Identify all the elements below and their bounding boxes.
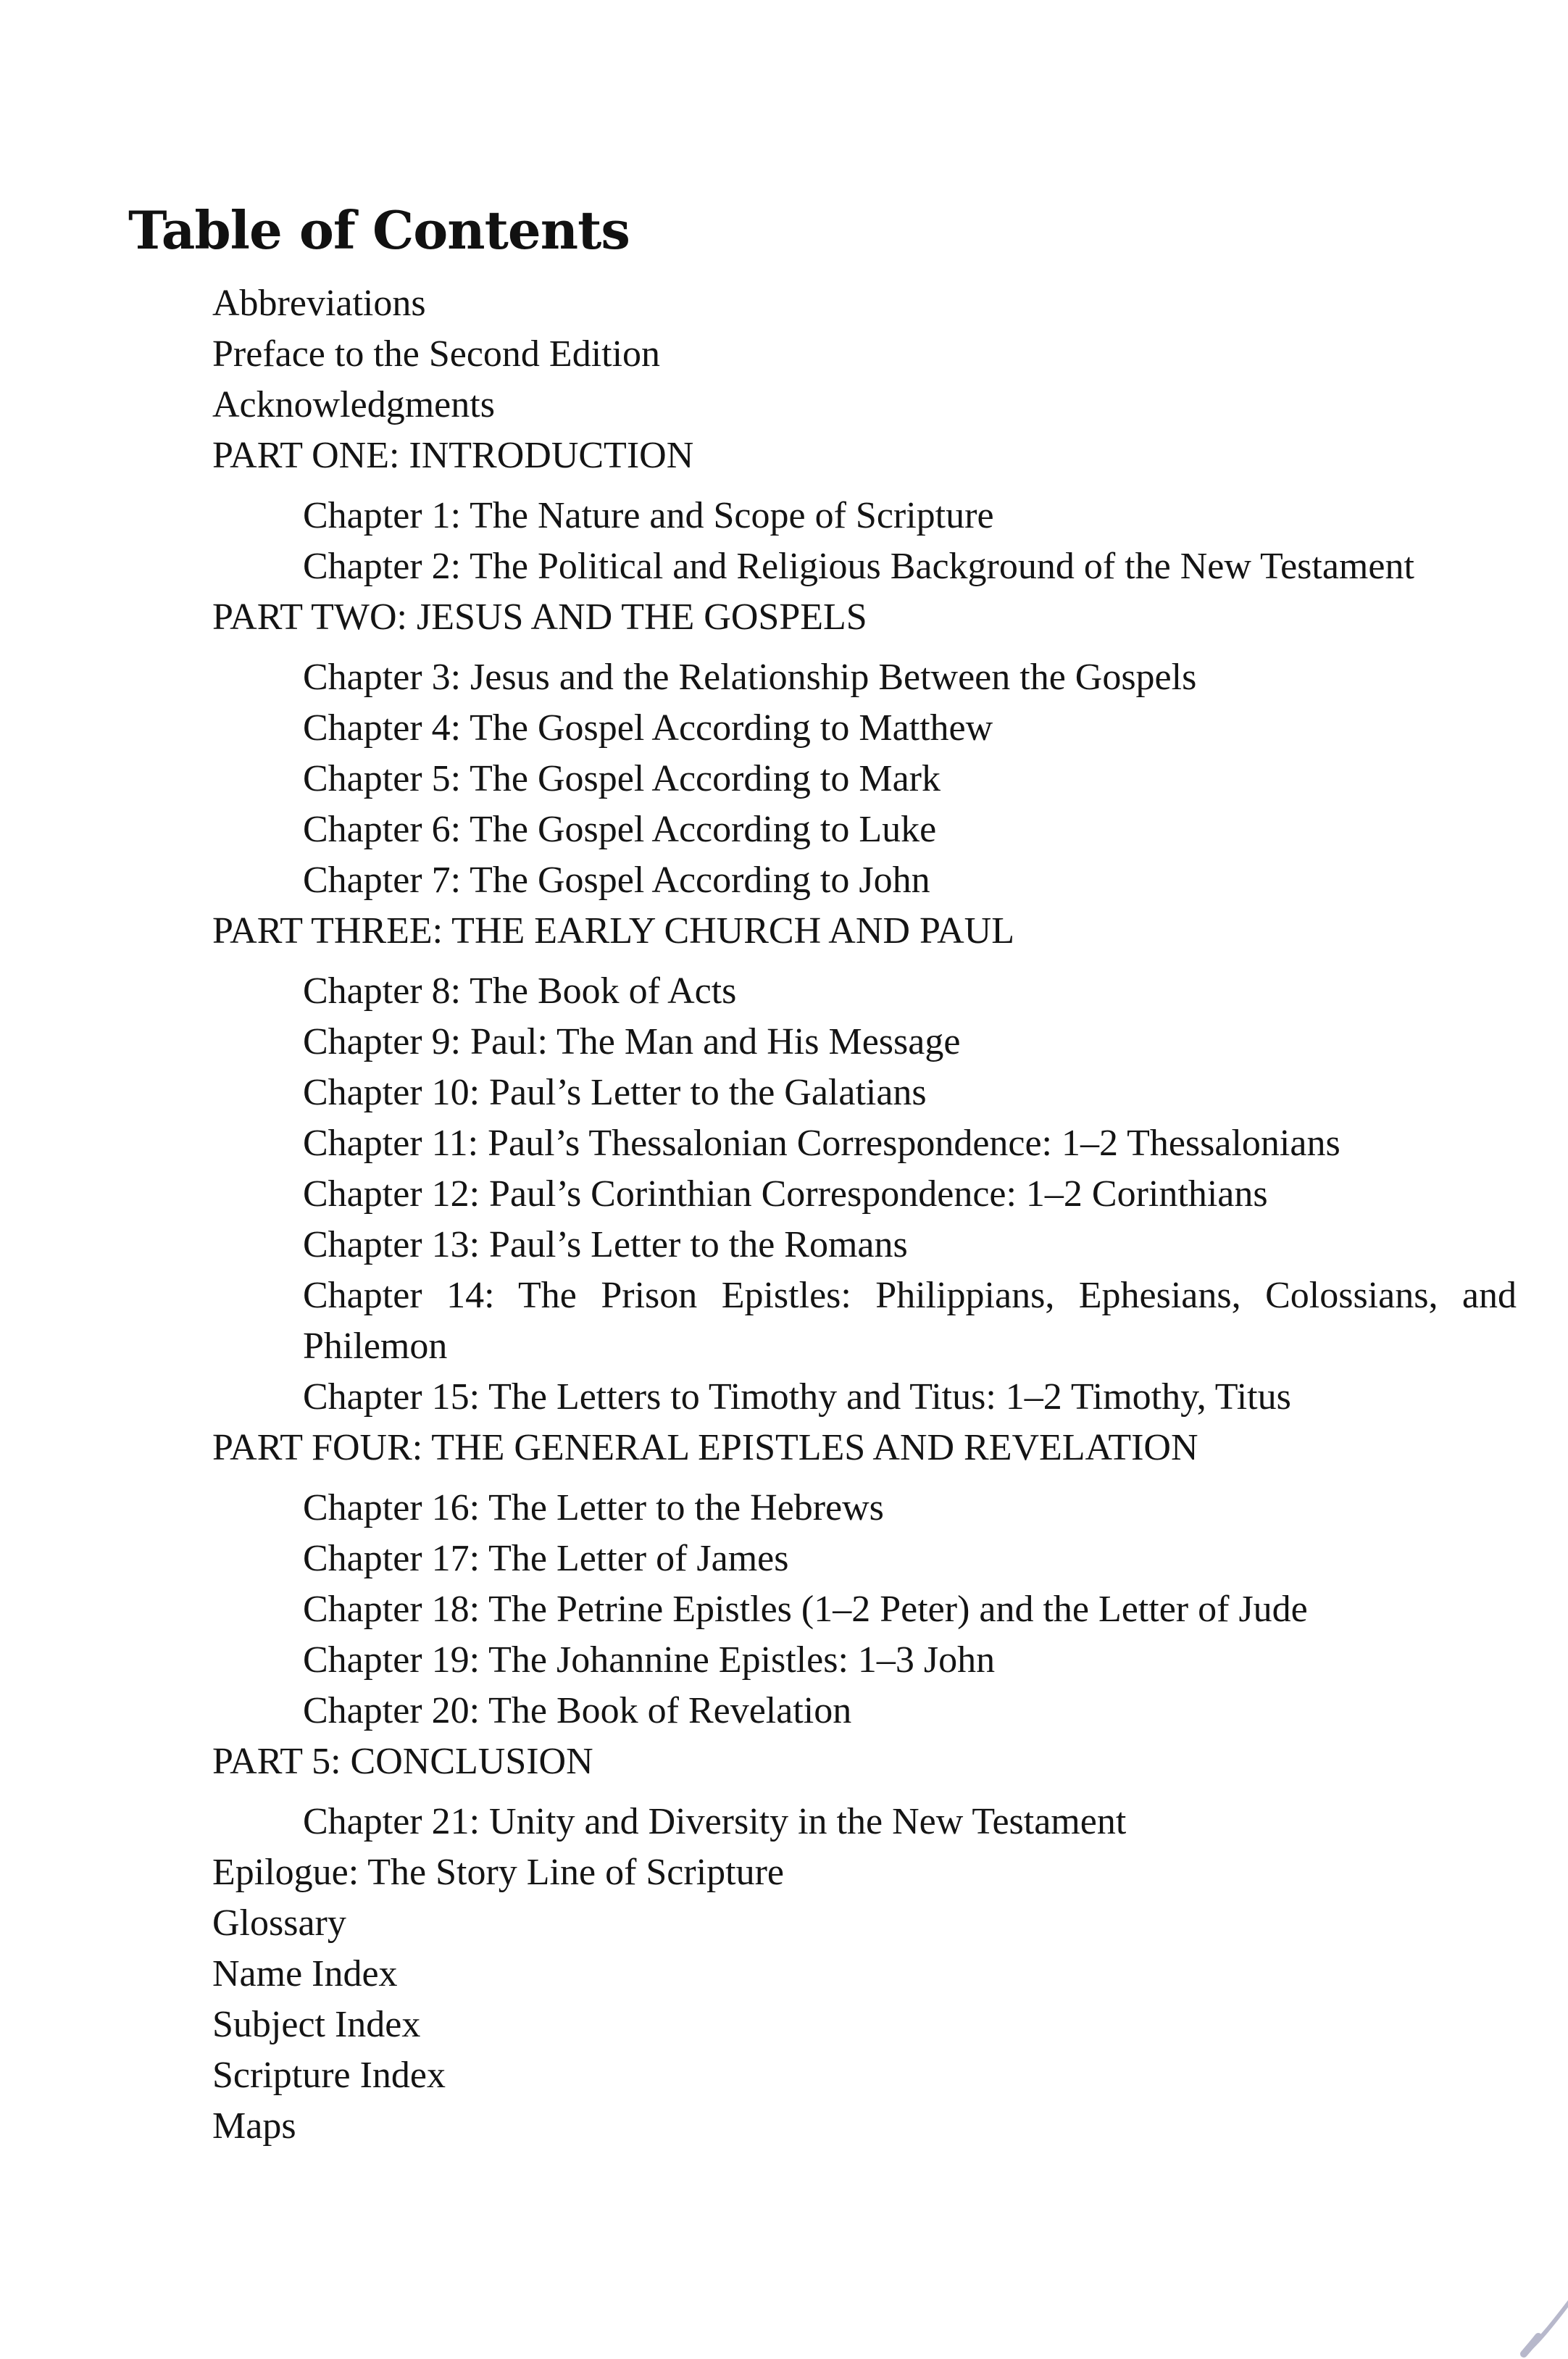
toc-entry: Glossary bbox=[212, 1902, 346, 1944]
toc-entry: Chapter 4: The Gospel According to Matthew bbox=[303, 707, 993, 749]
toc-entry: Chapter 16: The Letter to the Hebrews bbox=[303, 1487, 884, 1528]
toc-entry: Chapter 14: The Prison Epistles: Philippians, Ephesians, Colossians, and Philemon bbox=[303, 1275, 1517, 1367]
toc-entry: Chapter 13: Paul’s Letter to the Romans bbox=[303, 1224, 908, 1265]
toc-entry: Chapter 10: Paul’s Letter to the Galatians bbox=[303, 1072, 927, 1113]
toc-entry: Chapter 18: The Petrine Epistles (1–2 Peter) and the Letter of Jude bbox=[303, 1589, 1308, 1630]
toc-entry: PART TWO: JESUS AND THE GOSPELS bbox=[212, 596, 867, 638]
toc-entry: PART 5: CONCLUSION bbox=[212, 1741, 593, 1782]
toc-entry: Preface to the Second Edition bbox=[212, 333, 661, 375]
toc-entry: PART FOUR: THE GENERAL EPISTLES AND REVELATION bbox=[212, 1427, 1198, 1468]
toc-entry: Chapter 6: The Gospel According to Luke bbox=[303, 809, 937, 850]
toc-entry: Chapter 9: Paul: The Man and His Message bbox=[303, 1021, 961, 1062]
toc-entry: Chapter 1: The Nature and Scope of Scripture bbox=[303, 495, 994, 536]
toc-entry: Abbreviations bbox=[212, 283, 426, 324]
toc-entry: Chapter 2: The Political and Religious Background of the New Testament bbox=[303, 546, 1414, 587]
toc-entry: Chapter 11: Paul’s Thessalonian Correspondence: 1–2 Thessalonians bbox=[303, 1123, 1340, 1164]
toc-entry: Name Index bbox=[212, 1953, 398, 1994]
toc-list bbox=[212, 278, 1517, 2152]
checkmark-icon bbox=[1517, 2295, 1568, 2359]
toc-entry: Maps bbox=[212, 2105, 296, 2147]
toc-entry: Chapter 7: The Gospel According to John bbox=[303, 860, 930, 901]
toc-entry: Chapter 19: The Johannine Epistles: 1–3 John bbox=[303, 1639, 996, 1681]
toc-entry: Subject Index bbox=[212, 2004, 421, 2045]
toc-entry: Chapter 17: The Letter of James bbox=[303, 1538, 789, 1579]
toc-entry: Chapter 20: The Book of Revelation bbox=[303, 1690, 852, 1731]
toc-entry: Scripture Index bbox=[212, 2055, 446, 2096]
page-title: Table of Contents bbox=[128, 199, 630, 262]
toc-entry: Chapter 12: Paul’s Corinthian Correspondence: 1–2 Corinthians bbox=[303, 1173, 1268, 1215]
toc-entry: Chapter 3: Jesus and the Relationship Between the Gospels bbox=[303, 657, 1197, 698]
toc-entry: Epilogue: The Story Line of Scripture bbox=[212, 1852, 784, 1893]
toc-entry: PART THREE: THE EARLY CHURCH AND PAUL bbox=[212, 910, 1014, 952]
toc-entry: Acknowledgments bbox=[212, 384, 495, 425]
toc-entry: PART ONE: INTRODUCTION bbox=[212, 435, 694, 476]
toc-entry: Chapter 15: The Letters to Timothy and Titus: 1–2 Timothy, Titus bbox=[303, 1376, 1291, 1418]
toc-entry: Chapter 5: The Gospel According to Mark bbox=[303, 758, 941, 799]
toc-entry: Chapter 21: Unity and Diversity in the New Testament bbox=[303, 1801, 1127, 1842]
toc-entry: Chapter 8: The Book of Acts bbox=[303, 970, 737, 1012]
